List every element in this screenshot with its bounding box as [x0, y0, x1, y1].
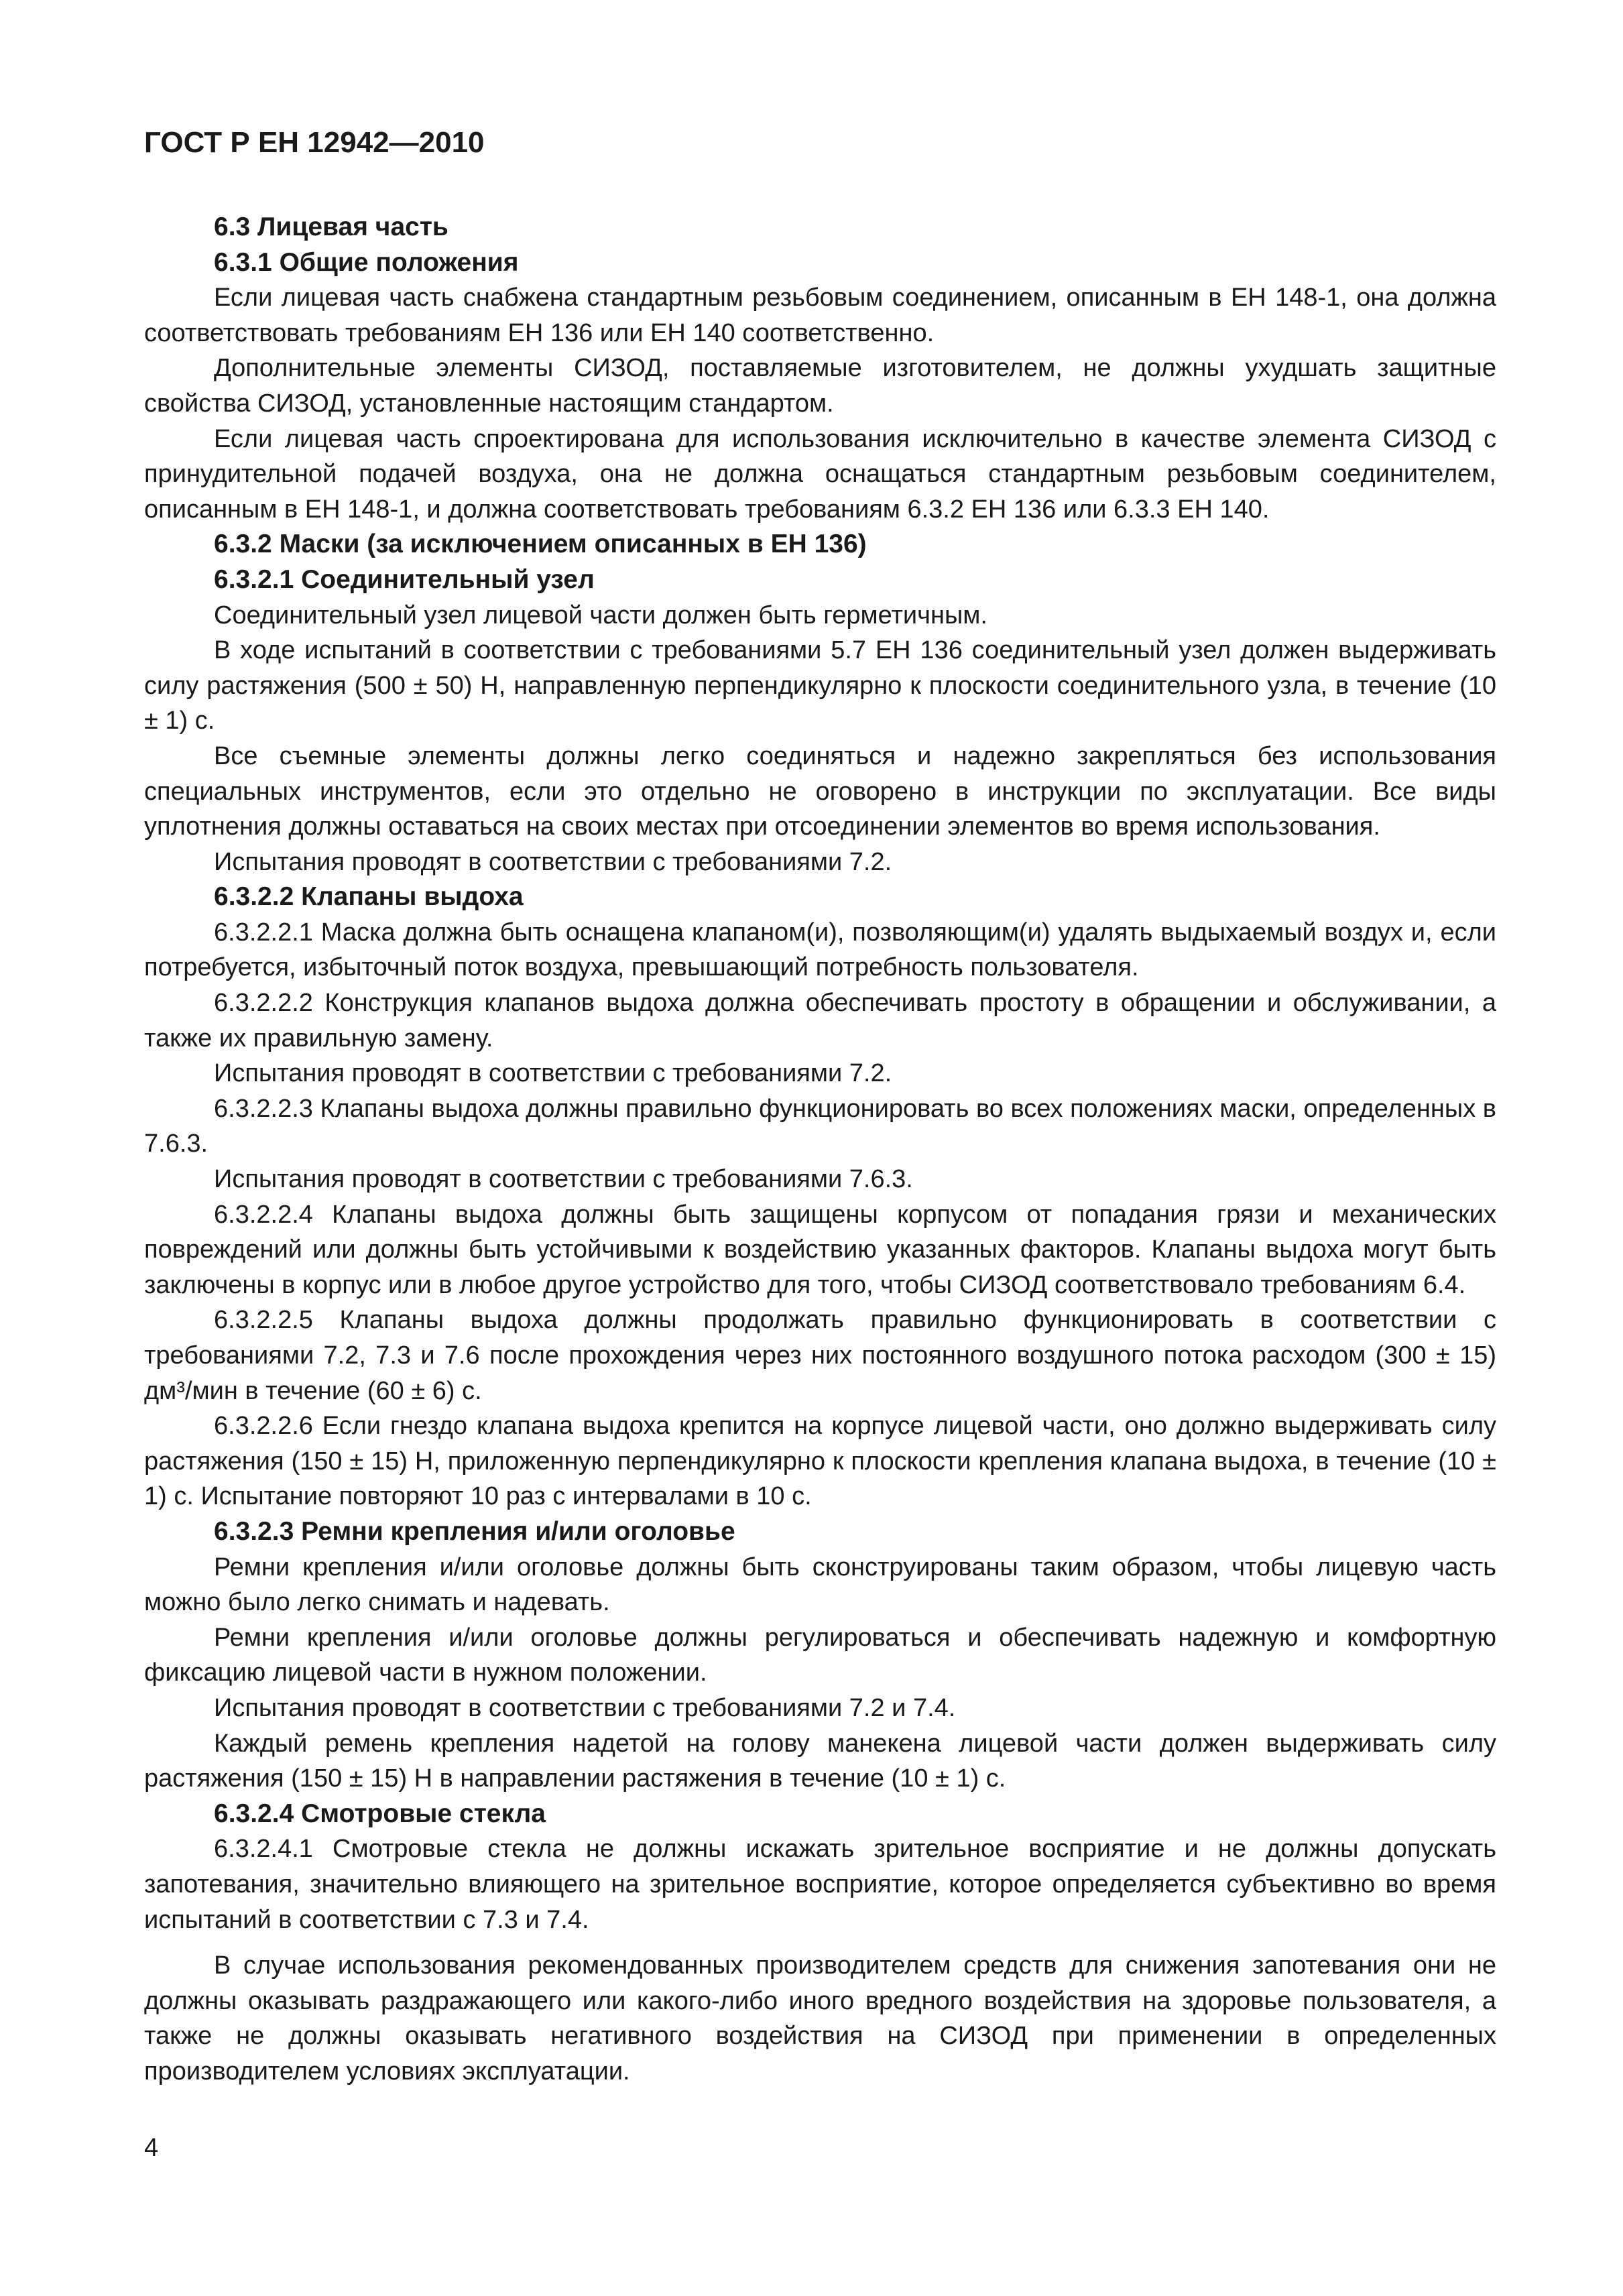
paragraph: 6.3.2.2.3 Клапаны выдоха должны правильно функционировать во всех положениях маски, определенных в 7.6.3.: [144, 1094, 1496, 1158]
paragraph: 6.3.2.4.1 Смотровые стекла не должны искажать зрительное восприятие и не должны допускать запотевания, значительно влияющего на зрительное восприятие, которое определяется субъективно во время испытаний в соответствии с 7.3 и 7.4.: [144, 1835, 1496, 1934]
paragraph: Испытания проводят в соответствии с требованиями 7.6.3.: [214, 1165, 913, 1194]
section-heading: 6.3.2.3 Ремни крепления и/или оголовье: [214, 1516, 735, 1546]
paragraph: В случае использования рекомендованных производителем средств для снижения запотевания они не должны оказывать раздражающего или какого-либо иного вредного воздействия на здоровье пользователя, а также не должны оказывать негативного воздействия на СИЗОД при применении в определенных производителем условиях эксплуатации.: [144, 1951, 1496, 2086]
paragraph: Если лицевая часть снабжена стандартным резьбовым соединением, описанным в ЕН 148-1, она должна соответствовать требованиям ЕН 136 или ЕН 140 соответственно.: [144, 284, 1496, 347]
paragraph: 6.3.2.2.5 Клапаны выдоха должны продолжать правильно функционировать в соответствии с требованиями 7.2, 7.3 и 7.6 после прохождения через них постоянного воздушного потока расходом (300 ± 15) дм³/мин в течение (60 ± 6) с.: [144, 1306, 1496, 1405]
section-heading: 6.3.2.4 Смотровые стекла: [214, 1799, 546, 1828]
paragraph: Все съемные элементы должны легко соединяться и надежно закрепляться без использования специальных инструментов, если это отдельно не оговорено в инструкции по эксплуатации. Все виды уплотнения должны оставаться на своих местах при отсоединении элементов во время использования.: [144, 741, 1496, 841]
paragraph: 6.3.2.2.4 Клапаны выдоха должны быть защищены корпусом от попадания грязи и механических повреждений или должны быть устойчивыми к воздействию указанных факторов. Клапаны выдоха могут быть заключены в корпус или в любое другое устройство для того, чтобы СИЗОД соответствовало требованиям 6.4.: [144, 1200, 1496, 1299]
section-heading: 6.3.2 Маски (за исключением описанных в ЕН 136): [214, 530, 867, 559]
paragraph: 6.3.2.2.2 Конструкция клапанов выдоха должна обеспечивать простоту в обращении и обслуживании, а также их правильную замену.: [144, 989, 1496, 1052]
paragraph: Если лицевая часть спроектирована для использования исключительно в качестве элемента СИЗОД с принудительной подачей воздуха, она не должна оснащаться стандартным резьбовым соединителем, описанным в ЕН 148-1, и должна соответствовать требованиям 6.3.2 ЕН 136 или 6.3.3 ЕН 140.: [144, 424, 1496, 524]
paragraph: Соединительный узел лицевой части должен быть герметичным.: [214, 601, 987, 629]
paragraph: 6.3.2.2.6 Если гнездо клапана выдоха крепится на корпусе лицевой части, оно должно выдерживать силу растяжения (150 ± 15) Н, приложенную перпендикулярно к плоскости крепления клапана выдоха, в течение (10 ± 1) с. Испытание повторяют 10 раз с интервалами в 10 с.: [144, 1412, 1496, 1511]
section-heading: 6.3.1 Общие положения: [214, 247, 519, 277]
paragraph: Дополнительные элементы СИЗОД, поставляемые изготовителем, не должны ухудшать защитные свойства СИЗОД, установленные настоящим стандартом.: [144, 354, 1496, 418]
paragraph: Испытания проводят в соответствии с требованиями 7.2.: [214, 1059, 892, 1088]
paragraph: Испытания проводят в соответствии с требованиями 7.2 и 7.4.: [214, 1693, 956, 1722]
paragraph: Испытания проводят в соответствии с требованиями 7.2.: [214, 847, 892, 876]
paragraph: 6.3.2.2.1 Маска должна быть оснащена клапаном(и), позволяющим(и) удалять выдыхаемый воздух и, если потребуется, избыточный поток воздуха, превышающий потребность пользователя.: [144, 918, 1496, 982]
section-heading: 6.3 Лицевая часть: [214, 213, 448, 241]
section-heading: 6.3.2.1 Соединительный узел: [214, 564, 595, 594]
paragraph: Каждый ремень крепления надетой на голову манекена лицевой части должен выдерживать силу растяжения (150 ± 15) Н в направлении растяжения в течение (10 ± 1) с.: [144, 1729, 1496, 1793]
paragraph: В ходе испытаний в соответствии с требованиями 5.7 ЕН 136 соединительный узел должен выдерживать силу растяжения (500 ± 50) Н, направленную перпендикулярно к плоскости соединительного узла, в течение (10 ± 1) с.: [144, 636, 1496, 735]
paragraph: Ремни крепления и/или оголовье должны быть сконструированы таким образом, чтобы лицевую часть можно было легко снимать и надевать.: [144, 1553, 1496, 1617]
page-number: 4: [144, 2134, 159, 2162]
paragraph: Ремни крепления и/или оголовье должны регулироваться и обеспечивать надежную и комфортную фиксацию лицевой части в нужном положении.: [144, 1623, 1496, 1687]
section-heading: 6.3.2.2 Клапаны выдоха: [214, 882, 524, 912]
document-header: ГОСТ Р ЕН 12942—2010: [144, 126, 485, 159]
document-body: [144, 210, 1496, 2089]
document-page: [144, 124, 1496, 2089]
